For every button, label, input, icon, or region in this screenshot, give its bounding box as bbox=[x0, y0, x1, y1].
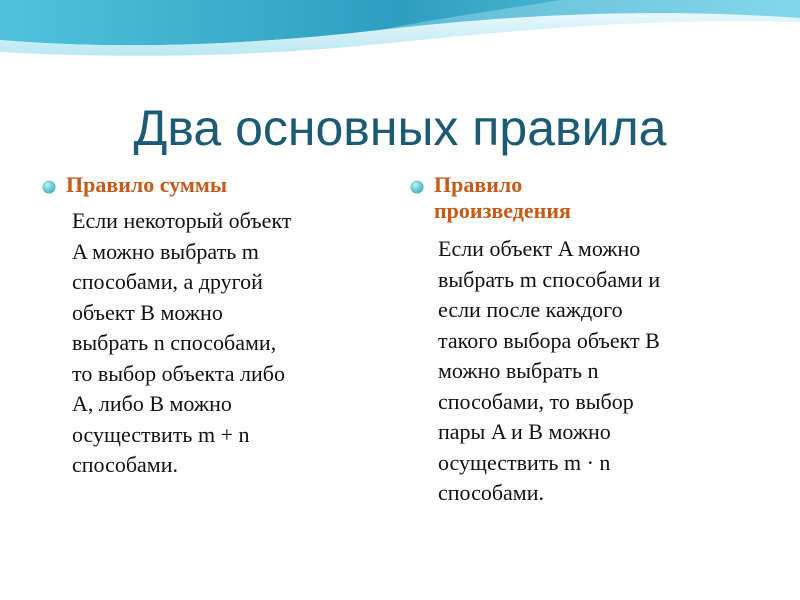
teal-dot-icon bbox=[410, 180, 424, 194]
product-rule-column bbox=[410, 172, 770, 509]
decorative-wave-banner bbox=[0, 0, 800, 80]
product-rule-heading: Правило произведения bbox=[434, 172, 571, 223]
product-rule-text: Если объект A можно выбрать m способами и если после каждого такого выбора объект B можно выбрать n способами, то выбор пары A и B можно осуществить m · n способами. bbox=[438, 236, 661, 505]
sum-rule-heading: Правило суммы bbox=[66, 172, 228, 197]
slide-title: Два основных правила bbox=[133, 100, 667, 156]
sum-rule-column bbox=[42, 172, 382, 481]
sum-rule-text: Если некоторый объект A можно выбрать m способами, а другой объект B можно выбрать n способами, то выбор объекта либо A, либо B можно осуществить m + n способами. bbox=[72, 208, 292, 477]
sum-rule-heading-row bbox=[42, 172, 382, 198]
product-rule-heading-row bbox=[410, 172, 770, 224]
teal-dot-icon bbox=[42, 180, 56, 194]
